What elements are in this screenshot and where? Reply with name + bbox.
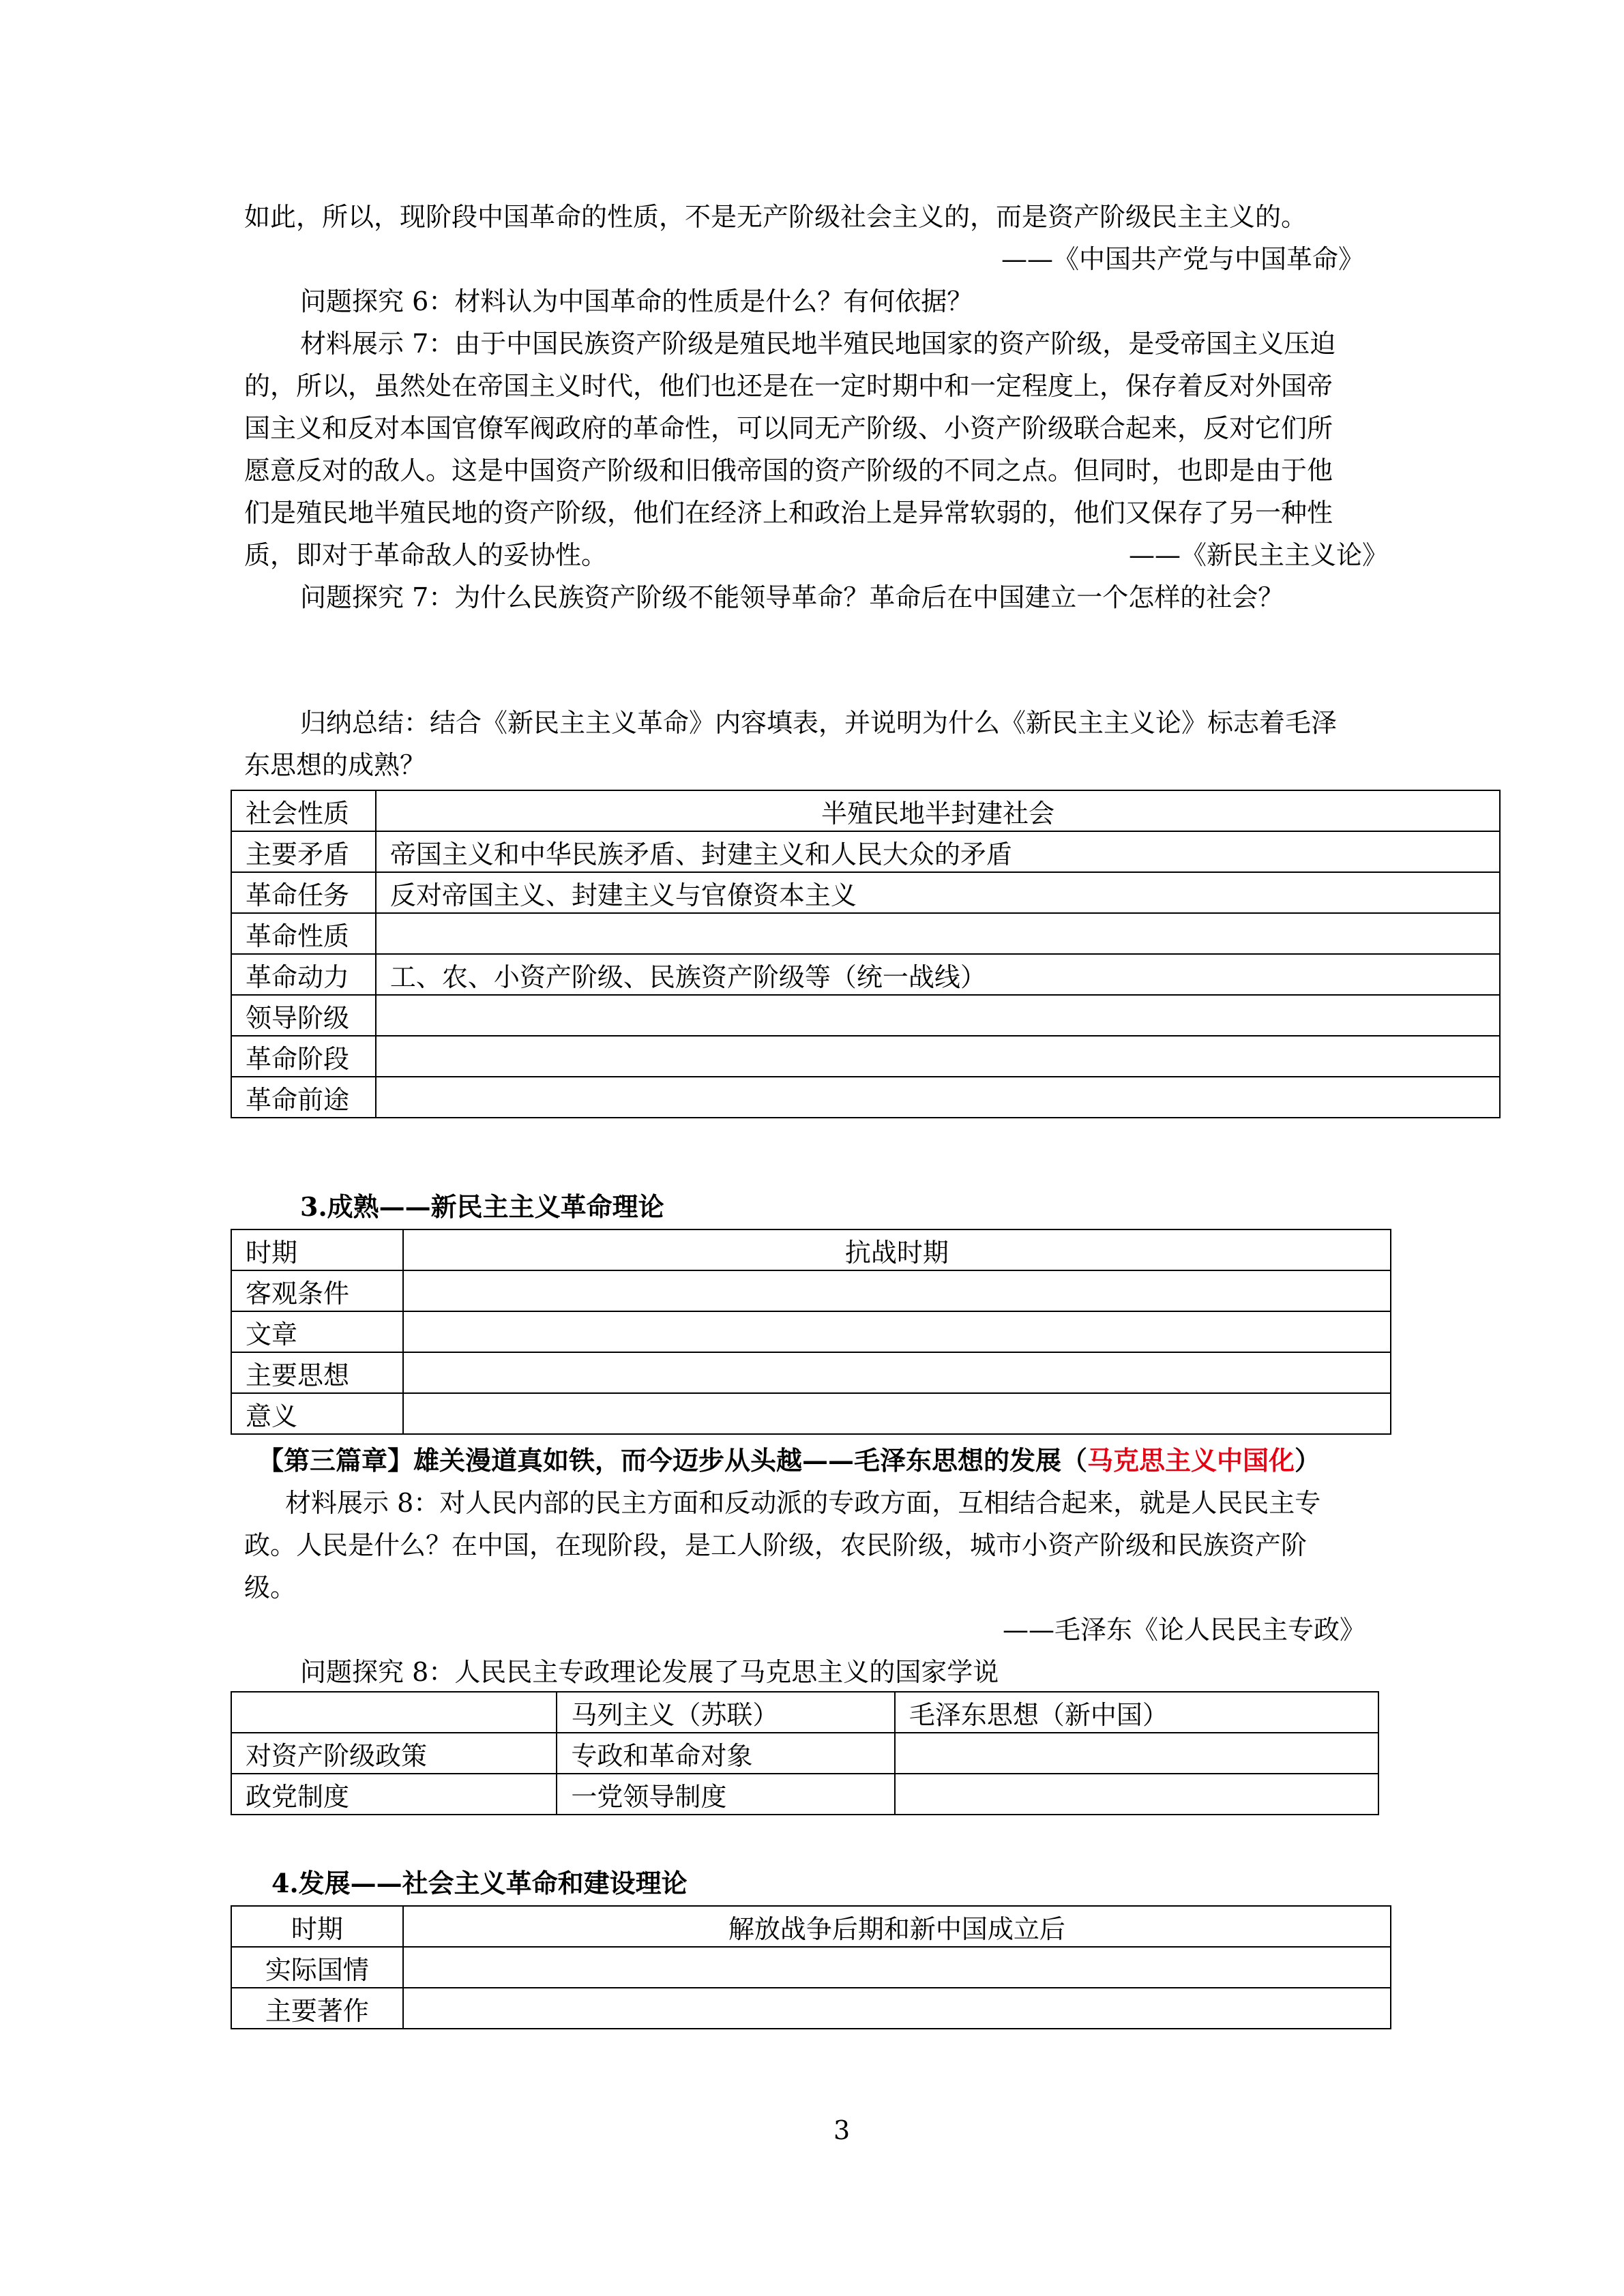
page-number: 3 <box>833 2115 851 2145</box>
chapter-heading <box>258 1440 1320 1481</box>
material-7-line: 材料展示 7：由于中国民族资产阶级是殖民地半殖民地国家的资产阶级，是受帝国主义压迫 <box>300 329 1336 359</box>
question-6: 问题探究 6：材料认为中国革命的性质是什么？有何依据？ <box>300 286 973 316</box>
table-cell <box>231 1692 557 1733</box>
table-cell <box>376 1036 1500 1077</box>
material-7-line: 的，所以，虽然处在帝国主义时代，他们也还是在一定时期中和一定程度上，保存着反对外国帝 <box>244 371 1333 401</box>
table-cell: 革命性质 <box>231 913 376 954</box>
table-cell: 抗战时期 <box>403 1229 1391 1270</box>
material-7-line: 质，即对于革命敌人的妥协性。 <box>244 540 608 570</box>
table-row <box>231 995 1500 1036</box>
table-row <box>231 872 1500 913</box>
table-row <box>231 1311 1391 1352</box>
table-row <box>231 1947 1391 1988</box>
table-cell: 解放战争后期和新中国成立后 <box>403 1906 1391 1947</box>
table-row <box>231 1733 1378 1774</box>
table-cell <box>895 1733 1378 1774</box>
chapter-heading-text: 【第三篇章】雄关漫道真如铁，而今迈步从头越——毛泽东思想的发展（ <box>258 1445 1088 1476</box>
source-citation: ——《新民主主义论》 <box>1129 540 1389 570</box>
table-cell: 实际国情 <box>231 1947 403 1988</box>
table-cell: 革命动力 <box>231 954 376 995</box>
section-heading-3: 3.成熟——新民主主义革命理论 <box>300 1191 664 1222</box>
table-row <box>231 1393 1391 1434</box>
table-cell <box>403 1393 1391 1434</box>
table-cell: 时期 <box>231 1229 403 1270</box>
table-cell: 对资产阶级政策 <box>231 1733 557 1774</box>
table-row <box>231 1270 1391 1311</box>
table-cell <box>403 1352 1391 1393</box>
source-citation: ——《中国共产党与中国革命》 <box>1001 244 1365 274</box>
table-cell: 一党领导制度 <box>557 1774 894 1815</box>
maturity-table <box>231 1229 1391 1435</box>
development-table <box>231 1905 1391 2029</box>
source-citation: ——毛泽东《论人民民主专政》 <box>1003 1615 1366 1645</box>
table-header-cell: 毛泽东思想（新中国） <box>895 1692 1378 1733</box>
table-cell: 工、农、小资产阶级、民族资产阶级等（统一战线） <box>376 954 1500 995</box>
chapter-heading-highlight: 马克思主义中国化 <box>1087 1445 1295 1476</box>
table-cell: 意义 <box>231 1393 403 1434</box>
table-cell: 革命任务 <box>231 872 376 913</box>
question-8: 问题探究 8：人民民主专政理论发展了马克思主义的国家学说 <box>300 1657 999 1687</box>
table-row <box>231 913 1500 954</box>
table-row <box>231 1077 1500 1118</box>
summary-line: 归纳总结：结合《新民主主义革命》内容填表，并说明为什么《新民主主义论》标志着毛泽 <box>300 708 1338 738</box>
table-cell <box>376 1077 1500 1118</box>
table-cell: 主要矛盾 <box>231 831 376 872</box>
table-row <box>231 831 1500 872</box>
state-theory-table <box>231 1691 1379 1815</box>
table-cell: 领导阶级 <box>231 995 376 1036</box>
table-cell: 帝国主义和中华民族矛盾、封建主义和人民大众的矛盾 <box>376 831 1500 872</box>
table-cell: 反对帝国主义、封建主义与官僚资本主义 <box>376 872 1500 913</box>
table-cell <box>376 913 1500 954</box>
table-cell: 半殖民地半封建社会 <box>376 790 1500 831</box>
table-header-cell: 马列主义（苏联） <box>557 1692 894 1733</box>
material-7-line: 国主义和反对本国官僚军阀政府的革命性，可以同无产阶级、小资产阶级联合起来，反对它们所 <box>244 413 1333 443</box>
table-cell: 主要思想 <box>231 1352 403 1393</box>
table-cell <box>403 1270 1391 1311</box>
table-cell: 社会性质 <box>231 790 376 831</box>
table-cell: 时期 <box>231 1906 403 1947</box>
table-cell: 客观条件 <box>231 1270 403 1311</box>
table-row <box>231 790 1500 831</box>
summary-line: 东思想的成熟？ <box>244 750 426 780</box>
material-8-line: 政。人民是什么？在中国，在现阶段，是工人阶级，农民阶级，城市小资产阶级和民族资产阶 <box>244 1530 1308 1560</box>
table-cell <box>895 1774 1378 1815</box>
material-8-line: 级。 <box>244 1572 297 1602</box>
table-cell: 革命前途 <box>231 1077 376 1118</box>
table-cell <box>403 1947 1391 1988</box>
table-row <box>231 1229 1391 1270</box>
revolution-summary-table <box>231 790 1501 1118</box>
table-cell: 专政和革命对象 <box>557 1733 894 1774</box>
table-row <box>231 1906 1391 1947</box>
table-cell: 政党制度 <box>231 1774 557 1815</box>
chapter-heading-close: ） <box>1295 1445 1321 1476</box>
table-row <box>231 1774 1378 1815</box>
table-cell <box>403 1988 1391 2029</box>
table-cell: 文章 <box>231 1311 403 1352</box>
material-7-line: 们是殖民地半殖民地的资产阶级，他们在经济上和政治上是异常软弱的，他们又保存了另一种性 <box>244 498 1333 528</box>
question-7: 问题探究 7：为什么民族资产阶级不能领导革命？革命后在中国建立一个怎样的社会？ <box>300 582 1284 612</box>
table-header-row <box>231 1692 1378 1733</box>
table-row <box>231 1352 1391 1393</box>
text-line: 如此，所以，现阶段中国革命的性质，不是无产阶级社会主义的，而是资产阶级民主主义的。 <box>244 202 1308 232</box>
table-cell <box>403 1311 1391 1352</box>
material-8-line: 材料展示 8：对人民内部的民主方面和反动派的专政方面，互相结合起来，就是人民民主专 <box>285 1488 1321 1518</box>
table-row <box>231 1036 1500 1077</box>
table-row <box>231 954 1500 995</box>
table-row <box>231 1988 1391 2029</box>
table-cell: 主要著作 <box>231 1988 403 2029</box>
material-7-line: 愿意反对的敌人。这是中国资产阶级和旧俄帝国的资产阶级的不同之点。但同时，也即是由于他 <box>244 456 1333 486</box>
table-cell: 革命阶段 <box>231 1036 376 1077</box>
section-heading-4: 4.发展——社会主义革命和建设理论 <box>271 1868 688 1898</box>
table-cell <box>376 995 1500 1036</box>
